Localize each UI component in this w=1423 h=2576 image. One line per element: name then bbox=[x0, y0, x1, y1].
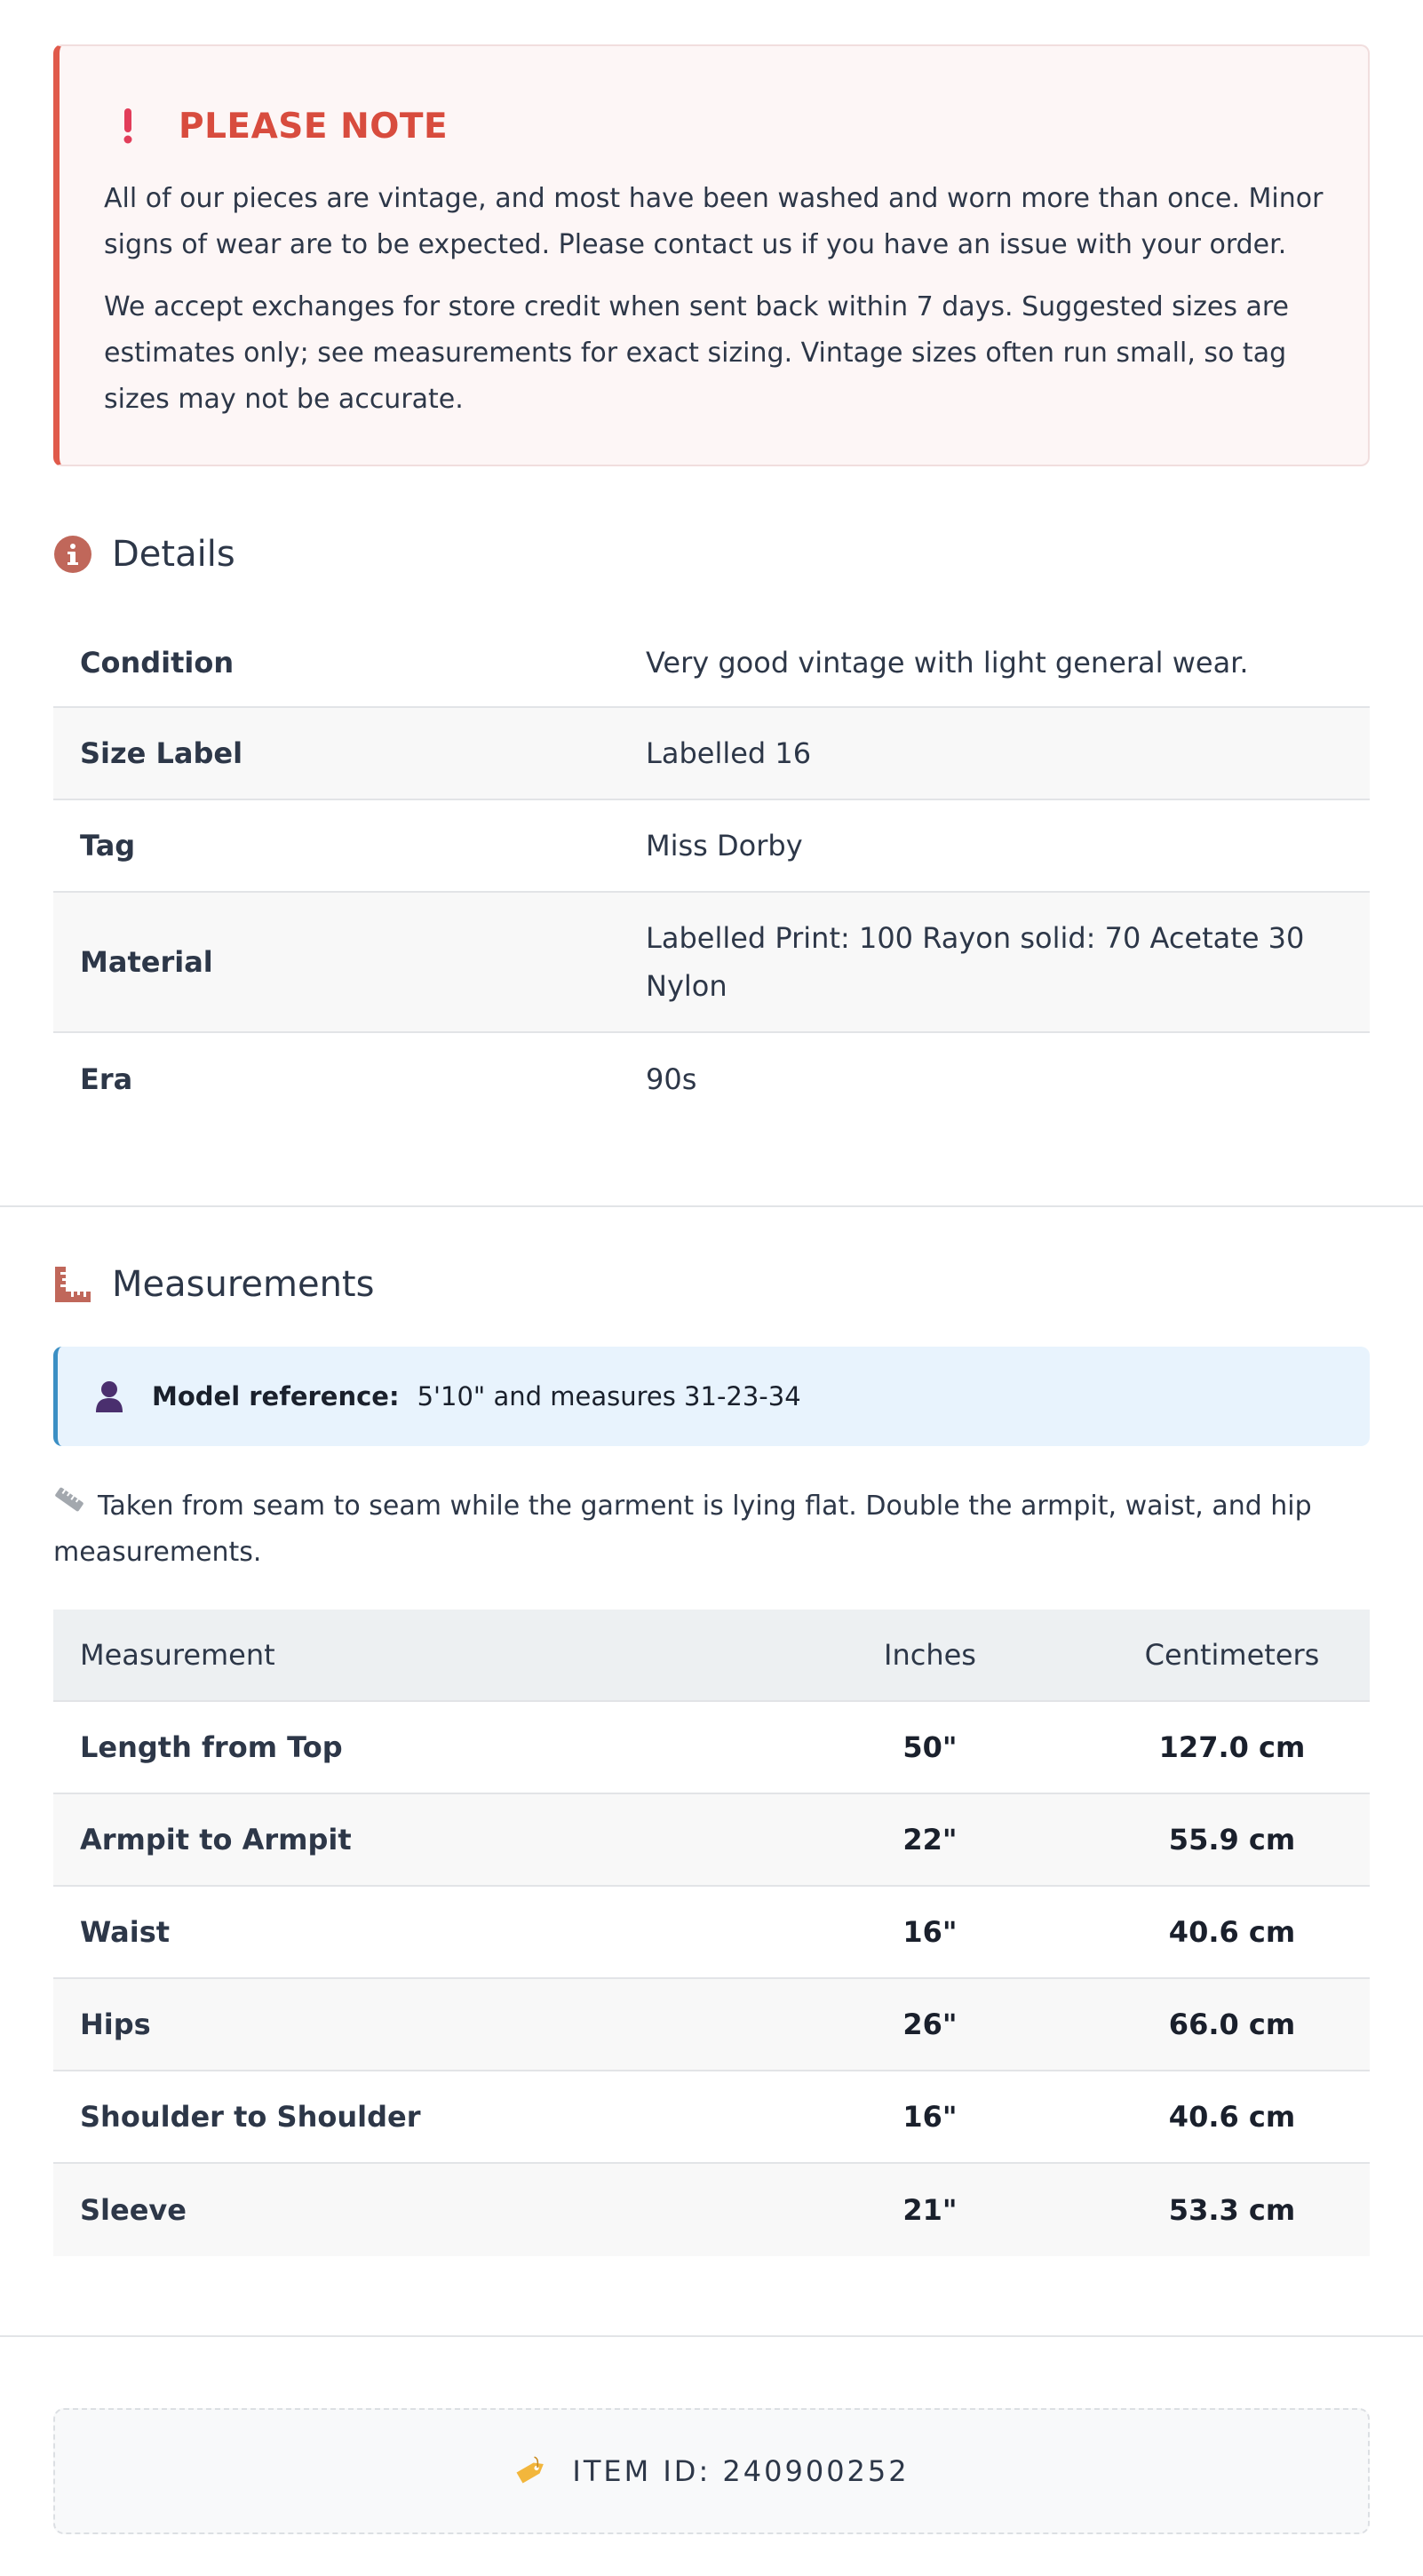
model-reference-box bbox=[53, 1347, 1370, 1446]
measurement-cm: 40.6 cm bbox=[1168, 1915, 1296, 1949]
detail-value: Miss Dorby bbox=[646, 829, 803, 863]
notice-box bbox=[53, 44, 1370, 466]
table-row bbox=[53, 1794, 1370, 1887]
measurement-name: Hips bbox=[80, 2008, 151, 2041]
table-row bbox=[53, 893, 1370, 1033]
section-divider bbox=[0, 2335, 1423, 2337]
measurement-cm: 53.3 cm bbox=[1168, 2193, 1296, 2227]
table-row bbox=[53, 1887, 1370, 1979]
column-header: Centimeters bbox=[1144, 1638, 1320, 1672]
table-row bbox=[53, 1033, 1370, 1125]
details-table bbox=[53, 618, 1370, 1125]
detail-label: Tag bbox=[80, 829, 136, 863]
tag-icon bbox=[513, 2453, 549, 2489]
table-row bbox=[53, 1702, 1370, 1794]
measurement-cm: 66.0 cm bbox=[1168, 2008, 1296, 2041]
measurement-inches: 22" bbox=[902, 1823, 958, 1856]
measurement-name: Waist bbox=[80, 1915, 171, 1949]
item-id-box bbox=[53, 2408, 1370, 2534]
measurement-inches: 21" bbox=[902, 2193, 958, 2227]
measurement-name: Shoulder to Shoulder bbox=[80, 2100, 421, 2134]
measurement-cm: 55.9 cm bbox=[1168, 1823, 1296, 1856]
measurement-note bbox=[53, 1483, 1370, 1576]
table-row bbox=[53, 800, 1370, 893]
section-divider bbox=[0, 1205, 1423, 1207]
info-icon bbox=[53, 535, 92, 574]
measurement-cm: 40.6 cm bbox=[1168, 2100, 1296, 2134]
notice-paragraph: All of our pieces are vintage, and most have been washed and worn more than once. Minor signs of wear are to be expected. Please contact us if you have an issue with your order. bbox=[104, 183, 1324, 260]
notice-title: PLEASE NOTE bbox=[179, 106, 449, 147]
measurement-inches: 16" bbox=[902, 2100, 958, 2134]
measurement-name: Sleeve bbox=[80, 2193, 187, 2227]
detail-value: Very good vintage with light general wear. bbox=[646, 645, 1249, 680]
model-reference-label: Model reference: bbox=[152, 1381, 400, 1411]
measurement-cm: 127.0 cm bbox=[1158, 1730, 1306, 1764]
measurement-inches: 26" bbox=[902, 2008, 958, 2041]
detail-label: Condition bbox=[80, 645, 235, 680]
person-icon bbox=[93, 1379, 125, 1414]
section-title: Measurements bbox=[112, 1264, 375, 1305]
detail-value: Labelled 16 bbox=[646, 736, 812, 770]
ruler-icon bbox=[53, 1482, 85, 1528]
table-row bbox=[53, 708, 1370, 800]
measurements-table bbox=[53, 1610, 1370, 2256]
column-header: Measurement bbox=[80, 1638, 275, 1672]
measurement-inches: 50" bbox=[902, 1730, 958, 1764]
measurement-name: Armpit to Armpit bbox=[80, 1823, 352, 1856]
detail-value: Labelled Print: 100 Rayon solid: 70 Acetate 30 Nylon bbox=[646, 921, 1305, 1003]
notice-header bbox=[104, 101, 1324, 151]
model-reference-value: 5'10" and measures 31-23-34 bbox=[417, 1381, 801, 1411]
table-row bbox=[53, 2071, 1370, 2164]
notice-paragraph: We accept exchanges for store credit when sent back within 7 days. Suggested sizes are estimates only; see measurements for exact sizing. Vintage sizes often run small, so tag sizes may not be accurate. bbox=[104, 291, 1290, 415]
item-id-text: ITEM ID: 240900252 bbox=[572, 2454, 910, 2488]
exclamation-icon bbox=[113, 101, 143, 151]
table-row bbox=[53, 1979, 1370, 2071]
column-header: Inches bbox=[884, 1638, 976, 1672]
measurement-name: Length from Top bbox=[80, 1730, 343, 1764]
measurements-heading bbox=[53, 1258, 374, 1311]
section-title: Details bbox=[112, 534, 235, 575]
detail-value: 90s bbox=[646, 1062, 697, 1096]
measurement-note-text: Taken from seam to seam while the garment is lying flat. Double the armpit, waist, and hip measurements. bbox=[53, 1491, 1312, 1568]
detail-label: Era bbox=[80, 1062, 133, 1096]
table-header-row bbox=[53, 1610, 1370, 1702]
ruler-icon bbox=[53, 1265, 92, 1304]
measurement-inches: 16" bbox=[902, 1915, 958, 1949]
detail-label: Size Label bbox=[80, 736, 243, 770]
details-heading bbox=[53, 528, 235, 581]
table-row bbox=[53, 618, 1370, 708]
table-row bbox=[53, 2164, 1370, 2256]
detail-label: Material bbox=[80, 945, 213, 979]
